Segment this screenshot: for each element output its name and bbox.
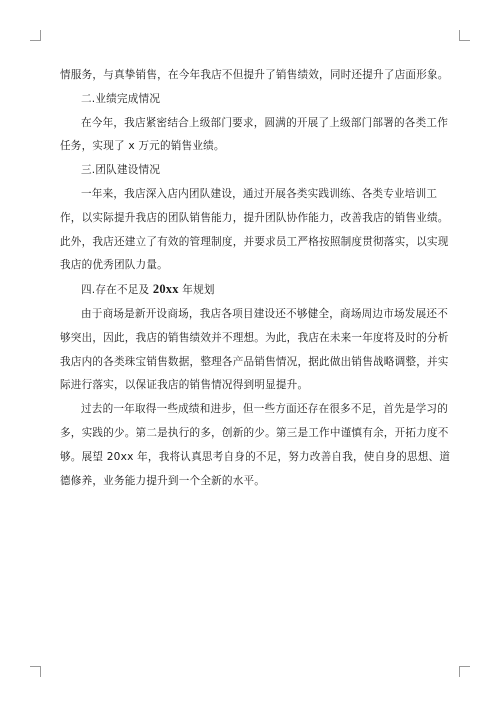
page-corner-mark-top-left <box>30 30 41 41</box>
heading-shortcomings-text: 四.存在不足及 <box>81 284 153 297</box>
paragraph-outlook: 过去的一年取得一些成绩和进步，但一些方面还存在很多不足，首先是学习的多，实践的少。第二是执行的多，创新的少。第三是工作中谨慎有余，开拓力度不够。展望 20xx 年，我将认真思考自身的不足，努力改善自我，使自身的思想、道德修养，业务能力提升到一个全新的水平。 <box>60 403 451 487</box>
page-corner-mark-bottom-right <box>459 666 470 677</box>
page-corner-mark-bottom-left <box>30 666 41 677</box>
paragraph-performance: 在今年，我店紧密结合上级部门要求，圆满的开展了上级部门部署的各类工作任务，实现了 x 万元的销售业绩。 <box>60 116 448 153</box>
paragraph-service-image: 情服务，与真挚销售，在今年我店不但提升了销售绩效，同时还提升了店面形象。 <box>60 69 449 81</box>
paragraph-shortcomings: 由于商场是新开设商场，我店各项目建设还不够健全，商场周边市场发展还不够突出，因此，我店的销售绩效并不理想。为此，我店在未来一年度将及时的分析我店内的各类珠宝销售数据，整理各产品销售情况，据此做出销售战略调整，并实际进行落实，以保证我店的销售情况得到明显提升。 <box>60 307 449 392</box>
heading-performance: 二.业绩完成情况 <box>81 92 161 105</box>
heading-plan-text: 年规划 <box>178 284 215 297</box>
heading-shortcomings-plan <box>60 278 452 303</box>
page-corner-mark-top-right <box>459 30 470 41</box>
heading-team-building: 三.团队建设情况 <box>81 164 161 177</box>
heading-year-number: 20xx <box>152 282 179 297</box>
document-body <box>60 64 452 493</box>
paragraph-team-building: 一年来，我店深入店内团队建设，通过开展各类实践训练、各类专业培训工作，以实际提升我店的团队销售能力，提升团队协作能力，改善我店的销售业绩。此外，我店还建立了有效的管理制度，并要求员工严格按照制度贯彻落实，以实现我店的优秀团队力量。 <box>60 187 449 272</box>
